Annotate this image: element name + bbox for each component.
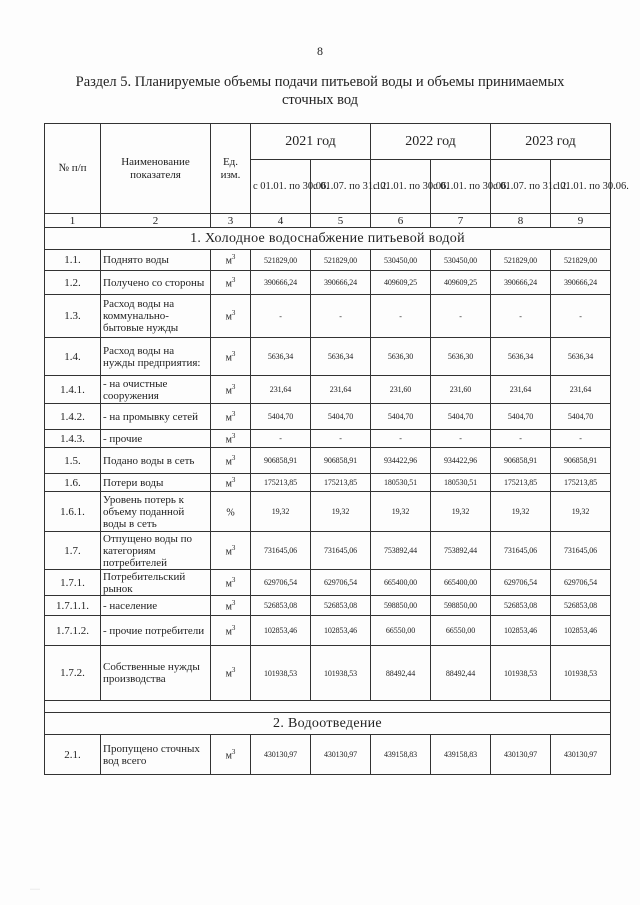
- section-row: [45, 228, 611, 250]
- row-indicator-name: Пропущено сточных вод всего: [101, 735, 211, 775]
- header-number: № п/п: [45, 124, 101, 214]
- row-number: 1.4.2.: [45, 404, 101, 430]
- row-value: 5636,34: [491, 338, 551, 376]
- row-value: 390666,24: [251, 271, 311, 295]
- header-name: Наименование показателя: [101, 124, 211, 214]
- section-row: [45, 713, 611, 735]
- unit-exponent: 3: [231, 409, 236, 418]
- row-number: 1.7.1.: [45, 570, 101, 596]
- row-value: -: [251, 295, 311, 338]
- column-index: 9: [551, 214, 611, 228]
- row-value: 102853,46: [251, 616, 311, 646]
- row-value: 530450,00: [371, 250, 431, 271]
- table-row: [45, 616, 611, 646]
- row-value: 5636,34: [251, 338, 311, 376]
- column-index: 5: [311, 214, 371, 228]
- row-value: 5636,30: [371, 338, 431, 376]
- row-unit: [211, 404, 251, 430]
- column-index: 1: [45, 214, 101, 228]
- unit-base: м: [225, 278, 232, 290]
- row-value: 5636,34: [311, 338, 371, 376]
- row-value: -: [311, 295, 371, 338]
- row-value: 5404,70: [371, 404, 431, 430]
- row-value: 629706,54: [311, 570, 371, 596]
- unit-exponent: 3: [231, 431, 236, 440]
- table-row: [45, 474, 611, 492]
- row-number: 1.7.2.: [45, 646, 101, 701]
- row-indicator-name: Собственные нужды производства: [101, 646, 211, 701]
- row-value: 753892,44: [371, 532, 431, 570]
- row-value: 526853,08: [491, 596, 551, 616]
- row-unit: [211, 570, 251, 596]
- row-value: 180530,51: [431, 474, 491, 492]
- unit-exponent: 3: [231, 453, 236, 462]
- row-value: 430130,97: [251, 735, 311, 775]
- row-value: 753892,44: [431, 532, 491, 570]
- unit-exponent: 3: [231, 349, 236, 358]
- row-indicator-name: Потери воды: [101, 474, 211, 492]
- row-number: 1.4.3.: [45, 430, 101, 448]
- column-index: 3: [211, 214, 251, 228]
- unit-exponent: 3: [231, 275, 236, 284]
- row-value: 731645,06: [551, 532, 611, 570]
- row-unit: [211, 338, 251, 376]
- row-unit: [211, 295, 251, 338]
- table-row: [45, 735, 611, 775]
- unit-base: м: [225, 385, 232, 397]
- row-value: 175213,85: [311, 474, 371, 492]
- row-value: 66550,00: [431, 616, 491, 646]
- unit-base: м: [225, 434, 232, 446]
- row-indicator-name: - прочие: [101, 430, 211, 448]
- row-value: 598850,00: [371, 596, 431, 616]
- row-value: 19,32: [551, 492, 611, 532]
- row-value: 439158,83: [431, 735, 491, 775]
- header-unit: Ед. изм.: [211, 124, 251, 214]
- row-value: 101938,53: [251, 646, 311, 701]
- row-unit: [211, 616, 251, 646]
- header-period: с 01.07. по 31.12.: [491, 160, 551, 214]
- table-row: [45, 492, 611, 532]
- row-value: 19,32: [311, 492, 371, 532]
- row-value: 231,64: [491, 376, 551, 404]
- unit-base: м: [225, 601, 232, 613]
- row-value: 180530,51: [371, 474, 431, 492]
- header-period: с 01.07. по 31.12.: [311, 160, 371, 214]
- row-value: -: [431, 430, 491, 448]
- table-row: [45, 376, 611, 404]
- row-unit: [211, 492, 251, 532]
- row-value: 231,64: [551, 376, 611, 404]
- row-value: 731645,06: [491, 532, 551, 570]
- unit-base: м: [225, 750, 232, 762]
- unit-exponent: 3: [231, 475, 236, 484]
- column-index: 8: [491, 214, 551, 228]
- row-number: 1.5.: [45, 448, 101, 474]
- row-value: -: [311, 430, 371, 448]
- row-value: 102853,46: [491, 616, 551, 646]
- row-indicator-name: - прочие потребители: [101, 616, 211, 646]
- page-number: 8: [317, 44, 323, 58]
- row-value: 530450,00: [431, 250, 491, 271]
- row-value: 88492,44: [371, 646, 431, 701]
- unit-exponent: 3: [231, 747, 236, 756]
- row-unit: [211, 271, 251, 295]
- row-indicator-name: Расход воды на коммунально-бытовые нужды: [101, 295, 211, 338]
- row-value: 629706,54: [251, 570, 311, 596]
- table-row: [45, 250, 611, 271]
- spacer-row: [45, 701, 611, 713]
- header-year-2021: 2021 год: [251, 124, 371, 160]
- row-value: 934422,96: [431, 448, 491, 474]
- row-indicator-name: - на промывку сетей: [101, 404, 211, 430]
- row-value: 409609,25: [431, 271, 491, 295]
- unit-base: м: [225, 478, 232, 490]
- row-unit: [211, 474, 251, 492]
- row-value: 101938,53: [491, 646, 551, 701]
- row-value: 5404,70: [551, 404, 611, 430]
- row-value: -: [551, 295, 611, 338]
- unit-base: м: [225, 626, 232, 638]
- row-value: 409609,25: [371, 271, 431, 295]
- row-value: 19,32: [431, 492, 491, 532]
- table-row: [45, 532, 611, 570]
- row-value: -: [551, 430, 611, 448]
- table-row: [45, 570, 611, 596]
- unit-base: м: [225, 352, 232, 364]
- row-value: 521829,00: [491, 250, 551, 271]
- unit-exponent: 3: [231, 382, 236, 391]
- row-value: 101938,53: [311, 646, 371, 701]
- table-row: [45, 338, 611, 376]
- row-value: 66550,00: [371, 616, 431, 646]
- row-unit: [211, 376, 251, 404]
- row-value: 175213,85: [251, 474, 311, 492]
- unit-base: м: [225, 255, 232, 267]
- row-value: 390666,24: [311, 271, 371, 295]
- header-year-2022: 2022 год: [371, 124, 491, 160]
- row-indicator-name: Расход воды на нужды предприятия:: [101, 338, 211, 376]
- row-value: -: [371, 295, 431, 338]
- table-row: [45, 448, 611, 474]
- row-value: 430130,97: [491, 735, 551, 775]
- row-unit: [211, 532, 251, 570]
- row-value: 934422,96: [371, 448, 431, 474]
- row-value: 5636,34: [551, 338, 611, 376]
- row-indicator-name: Получено со стороны: [101, 271, 211, 295]
- row-unit: [211, 596, 251, 616]
- header-period: с 01.01. по 30.06.: [251, 160, 311, 214]
- row-unit: [211, 448, 251, 474]
- header-period: с 01.01. по 30.06.: [371, 160, 431, 214]
- row-value: -: [251, 430, 311, 448]
- unit-base: м: [225, 311, 232, 323]
- column-index: 6: [371, 214, 431, 228]
- row-value: 906858,91: [551, 448, 611, 474]
- row-value: 175213,85: [551, 474, 611, 492]
- row-value: 526853,08: [551, 596, 611, 616]
- row-value: 19,32: [251, 492, 311, 532]
- row-value: 5636,30: [431, 338, 491, 376]
- table-row: [45, 404, 611, 430]
- row-unit: [211, 430, 251, 448]
- unit-base: м: [225, 546, 232, 558]
- table-row: [45, 646, 611, 701]
- row-value: -: [371, 430, 431, 448]
- row-unit: [211, 735, 251, 775]
- spacer-cell: [45, 701, 611, 713]
- row-indicator-name: Поднято воды: [101, 250, 211, 271]
- header-year-2023: 2023 год: [491, 124, 611, 160]
- column-index-row: [45, 214, 611, 228]
- row-value: 5404,70: [311, 404, 371, 430]
- row-value: 5404,70: [431, 404, 491, 430]
- section-title: 1. Холодное водоснабжение питьевой водой: [45, 228, 611, 250]
- row-value: 102853,46: [551, 616, 611, 646]
- row-number: 1.4.: [45, 338, 101, 376]
- unit-base: м: [225, 668, 232, 680]
- row-value: 906858,91: [311, 448, 371, 474]
- row-value: 19,32: [491, 492, 551, 532]
- header-period: с 01.01. по 30.06.: [431, 160, 491, 214]
- row-value: 5404,70: [491, 404, 551, 430]
- row-number: 1.2.: [45, 271, 101, 295]
- unit-base: %: [226, 507, 235, 519]
- row-number: 1.3.: [45, 295, 101, 338]
- table-row: [45, 430, 611, 448]
- header-period: с 01.01. по 30.06.: [551, 160, 611, 214]
- row-number: 1.1.: [45, 250, 101, 271]
- unit-exponent: 3: [231, 623, 236, 632]
- row-value: 430130,97: [311, 735, 371, 775]
- row-number: 1.7.1.1.: [45, 596, 101, 616]
- row-value: 430130,97: [551, 735, 611, 775]
- section-title: 2. Водоотведение: [45, 713, 611, 735]
- row-value: 521829,00: [551, 250, 611, 271]
- row-value: -: [491, 430, 551, 448]
- table-row: [45, 295, 611, 338]
- row-value: 521829,00: [311, 250, 371, 271]
- unit-exponent: 3: [231, 309, 236, 318]
- column-index: 2: [101, 214, 211, 228]
- row-number: 1.6.: [45, 474, 101, 492]
- row-value: 906858,91: [491, 448, 551, 474]
- row-number: 1.6.1.: [45, 492, 101, 532]
- row-indicator-name: - население: [101, 596, 211, 616]
- row-indicator-name: Отпущено воды по категориям потребителей: [101, 532, 211, 570]
- row-value: 102853,46: [311, 616, 371, 646]
- row-number: 1.7.1.2.: [45, 616, 101, 646]
- row-value: 665400,00: [431, 570, 491, 596]
- unit-exponent: 3: [231, 666, 236, 675]
- column-index: 4: [251, 214, 311, 228]
- row-value: 665400,00: [371, 570, 431, 596]
- table-row: [45, 596, 611, 616]
- row-value: 629706,54: [491, 570, 551, 596]
- unit-base: м: [225, 412, 232, 424]
- row-number: 1.7.: [45, 532, 101, 570]
- row-value: 88492,44: [431, 646, 491, 701]
- row-value: 439158,83: [371, 735, 431, 775]
- unit-exponent: 3: [231, 598, 236, 607]
- unit-exponent: 3: [231, 575, 236, 584]
- row-value: 526853,08: [311, 596, 371, 616]
- row-value: 231,64: [251, 376, 311, 404]
- row-value: 231,64: [311, 376, 371, 404]
- row-value: 175213,85: [491, 474, 551, 492]
- row-value: 731645,06: [311, 532, 371, 570]
- row-value: 629706,54: [551, 570, 611, 596]
- row-value: 731645,06: [251, 532, 311, 570]
- row-number: 2.1.: [45, 735, 101, 775]
- row-value: 19,32: [371, 492, 431, 532]
- row-value: 906858,91: [251, 448, 311, 474]
- scan-mark: ·····: [30, 887, 40, 893]
- row-value: 598850,00: [431, 596, 491, 616]
- row-value: 521829,00: [251, 250, 311, 271]
- row-value: 526853,08: [251, 596, 311, 616]
- row-unit: [211, 646, 251, 701]
- row-value: 390666,24: [491, 271, 551, 295]
- row-unit: [211, 250, 251, 271]
- row-indicator-name: Подано воды в сеть: [101, 448, 211, 474]
- document-title: Раздел 5. Планируемые объемы подачи питьевой воды и объемы принимаемых сточных вод: [75, 74, 565, 108]
- data-table: [44, 123, 629, 775]
- row-value: 231,60: [431, 376, 491, 404]
- unit-exponent: 3: [231, 253, 236, 262]
- row-value: 101938,53: [551, 646, 611, 701]
- row-indicator-name: Потребительский рынок: [101, 570, 211, 596]
- unit-exponent: 3: [231, 543, 236, 552]
- column-index: 7: [431, 214, 491, 228]
- unit-base: м: [225, 456, 232, 468]
- row-value: 390666,24: [551, 271, 611, 295]
- row-indicator-name: - на очистные сооружения: [101, 376, 211, 404]
- row-number: 1.4.1.: [45, 376, 101, 404]
- row-indicator-name: Уровень потерь к объему поданной воды в сеть: [101, 492, 211, 532]
- unit-base: м: [225, 578, 232, 590]
- row-value: -: [431, 295, 491, 338]
- row-value: 5404,70: [251, 404, 311, 430]
- row-value: 231,60: [371, 376, 431, 404]
- table-row: [45, 271, 611, 295]
- row-value: -: [491, 295, 551, 338]
